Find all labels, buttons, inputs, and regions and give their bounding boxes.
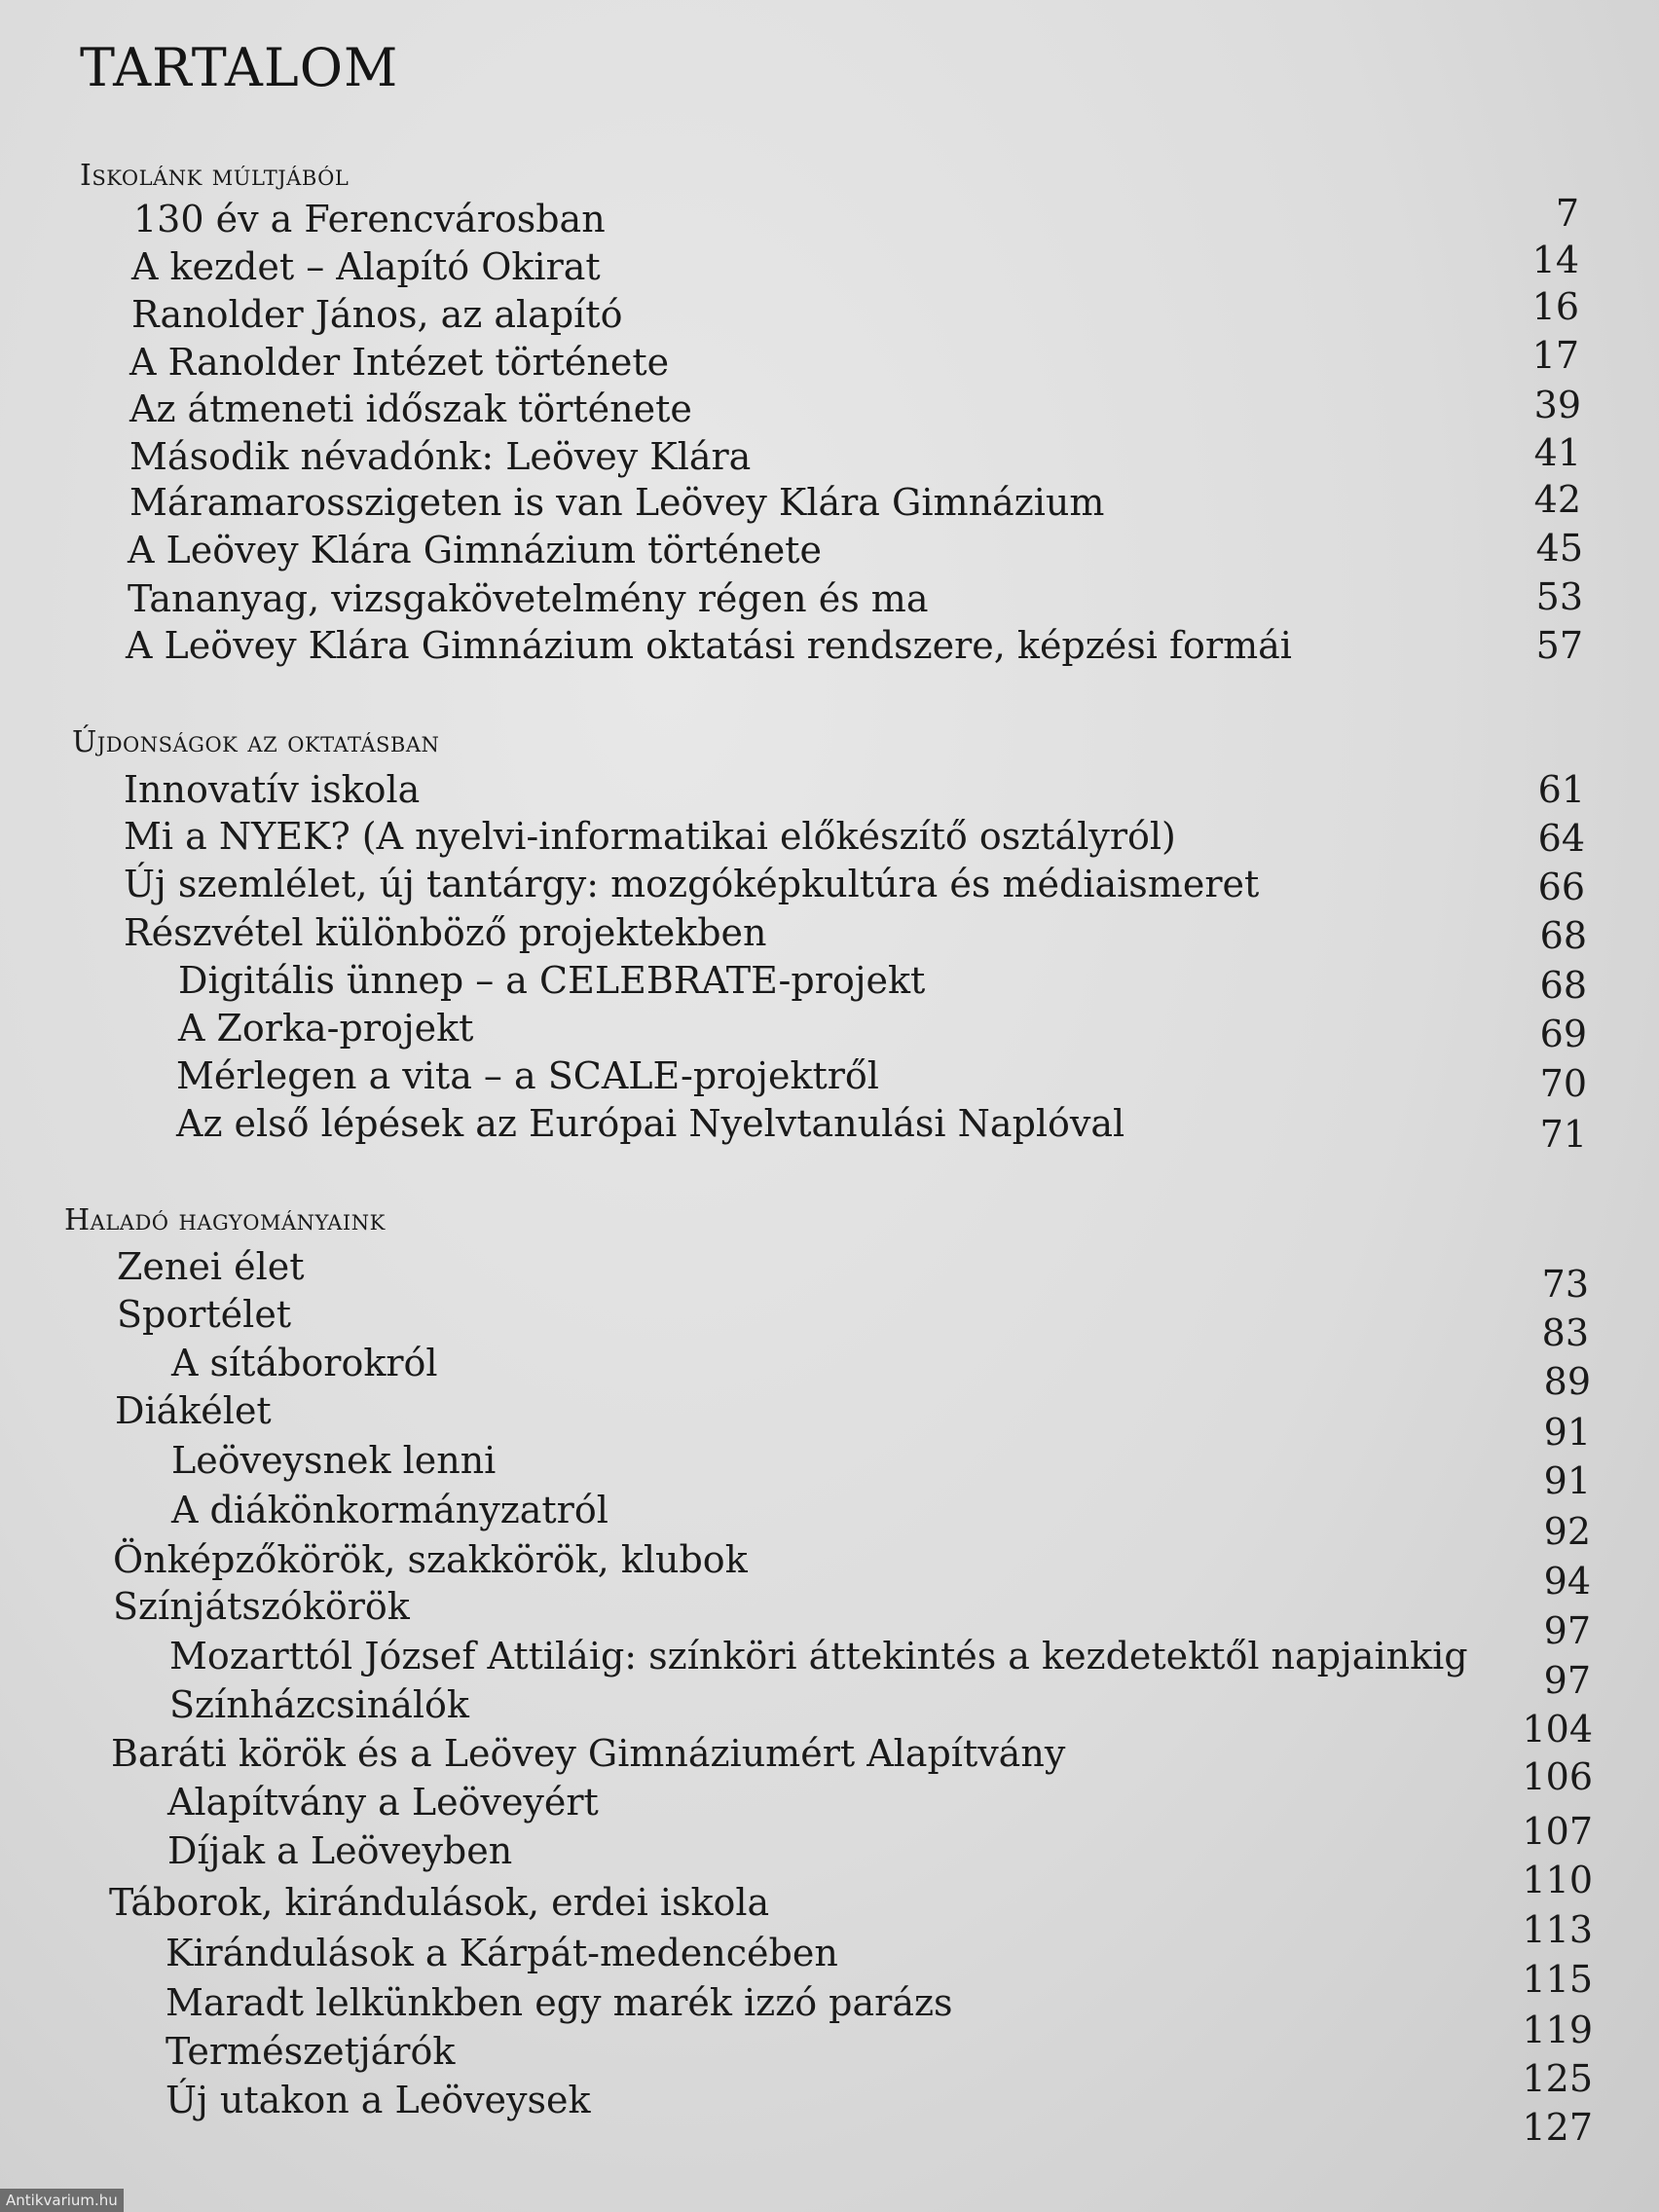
toc-entry: Maradt lelkünkben egy marék izzó parázs [166, 1981, 953, 2024]
show-through-mark [1271, 350, 1299, 453]
toc-entry: Sportélet [117, 1293, 292, 1336]
toc-entry: Színházcsinálók [169, 1683, 469, 1726]
toc-page-number: 45 [1535, 527, 1583, 570]
toc-page-number: 107 [1522, 1810, 1593, 1853]
toc-entry: Digitális ünnep – a CELEBRATE-projekt [178, 959, 926, 1002]
toc-page-number: 92 [1543, 1510, 1591, 1553]
toc-entry: Diákélet [115, 1389, 272, 1432]
toc-page-number: 91 [1543, 1411, 1591, 1454]
toc-entry: A Leövey Klára Gimnázium története [128, 529, 822, 571]
toc-entry: Mérlegen a vita – a SCALE-projektről [176, 1054, 879, 1097]
toc-page-number: 115 [1522, 1958, 1593, 2001]
toc-entry: Táborok, kirándulások, erdei iskola [109, 1881, 770, 1924]
toc-page-number: 73 [1541, 1263, 1589, 1306]
toc-page-number: 127 [1522, 2106, 1593, 2149]
toc-entry: Második névadónk: Leövey Klára [129, 435, 752, 478]
toc-page-number: 66 [1537, 866, 1585, 908]
toc-page-number: 61 [1537, 768, 1585, 811]
toc-entry: Zenei élet [117, 1245, 305, 1288]
toc-entry: Színjátszókörök [113, 1585, 410, 1628]
page-title: TARTALOM [80, 37, 399, 98]
toc-entry: Díjak a Leöveyben [167, 1829, 513, 1872]
toc-page-number: 110 [1522, 1859, 1593, 1901]
show-through-text [686, 703, 704, 769]
toc-entry: Mi a NYEK? (A nyelvi-informatikai előkészítő osztályról) [124, 815, 1176, 858]
toc-entry: Innovatív iskola [124, 768, 421, 811]
toc-entry: A kezdet – Alapító Okirat [131, 245, 601, 288]
toc-page-number: 57 [1535, 624, 1583, 667]
toc-page-number: 7 [1555, 192, 1579, 235]
toc-entry: Tananyag, vizsgakövetelmény régen és ma [128, 577, 929, 620]
toc-entry: A Leövey Klára Gimnázium oktatási rendszere, képzési formái [126, 624, 1292, 667]
toc-entry: Máramarosszigeten is van Leövey Klára Gimnázium [129, 481, 1105, 524]
toc-page-number: 68 [1539, 964, 1587, 1007]
toc-page-number: 104 [1522, 1708, 1593, 1751]
toc-page-number: 70 [1539, 1062, 1587, 1105]
toc-page-number: 17 [1531, 334, 1579, 377]
toc-page-number: 14 [1531, 239, 1579, 281]
toc-entry: Ranolder János, az alapító [131, 293, 623, 336]
toc-entry: Új utakon a Leöveysek [166, 2079, 591, 2121]
toc-page-number: 94 [1543, 1560, 1591, 1603]
toc-entry: Leöveysnek lenni [171, 1439, 497, 1482]
toc-entry: A Zorka-projekt [178, 1007, 474, 1050]
toc-page-number: 97 [1543, 1659, 1591, 1702]
toc-page-number: 69 [1539, 1013, 1587, 1055]
toc-page-number: 89 [1543, 1360, 1591, 1403]
toc-entry: A diákönkormányzatról [171, 1489, 608, 1531]
toc-page-number: 113 [1522, 1908, 1593, 1951]
toc-page-number: 64 [1537, 817, 1585, 860]
toc-entry: Mozarttól József Attiláig: színköri áttekintés a kezdetektől napjainkig [169, 1635, 1468, 1677]
toc-page-number: 39 [1533, 384, 1581, 426]
toc-entry: A sítáborokról [171, 1342, 438, 1384]
toc-page-number: 119 [1522, 2009, 1593, 2051]
watermark: Antikvarium.hu [0, 2189, 124, 2212]
toc-entry: Új szemlélet, új tantárgy: mozgóképkultúra és médiaismeret [124, 863, 1260, 905]
section-heading: Iskolánk múltjából [80, 159, 350, 193]
toc-page-number: 106 [1522, 1755, 1593, 1798]
toc-page-number: 97 [1543, 1609, 1591, 1652]
toc-entry: Kirándulások a Kárpát-medencében [166, 1932, 838, 1974]
toc-entry: Önképzőkörök, szakkörök, klubok [113, 1538, 748, 1581]
toc-entry: Alapítvány a Leöveyért [167, 1781, 599, 1824]
toc-page-number: 83 [1541, 1311, 1589, 1354]
toc-page-number: 41 [1533, 431, 1581, 474]
toc-page-number: 71 [1539, 1113, 1587, 1156]
toc-entry: Baráti körök és a Leövey Gimnáziumért Alapítvány [111, 1732, 1066, 1775]
toc-entry: A Ranolder Intézet története [129, 341, 670, 384]
toc-page-number: 53 [1535, 575, 1583, 618]
toc-page-number: 125 [1522, 2057, 1593, 2100]
toc-entry: 130 év a Ferencvárosban [133, 198, 606, 240]
section-heading: Haladó hagyományaink [64, 1203, 386, 1237]
toc-entry: Részvétel különböző projektekben [124, 911, 767, 954]
toc-page-number: 91 [1543, 1459, 1591, 1502]
section-heading: Újdonságok az oktatásban [72, 725, 440, 759]
toc-page-number: 68 [1539, 914, 1587, 957]
toc-page-number: 16 [1531, 285, 1579, 328]
toc-entry: Az első lépések az Európai Nyelvtanulási Naplóval [176, 1102, 1125, 1145]
toc-entry: Természetjárók [166, 2030, 456, 2073]
toc-page-number: 42 [1533, 478, 1581, 521]
toc-entry: Az átmeneti időszak története [129, 387, 692, 430]
